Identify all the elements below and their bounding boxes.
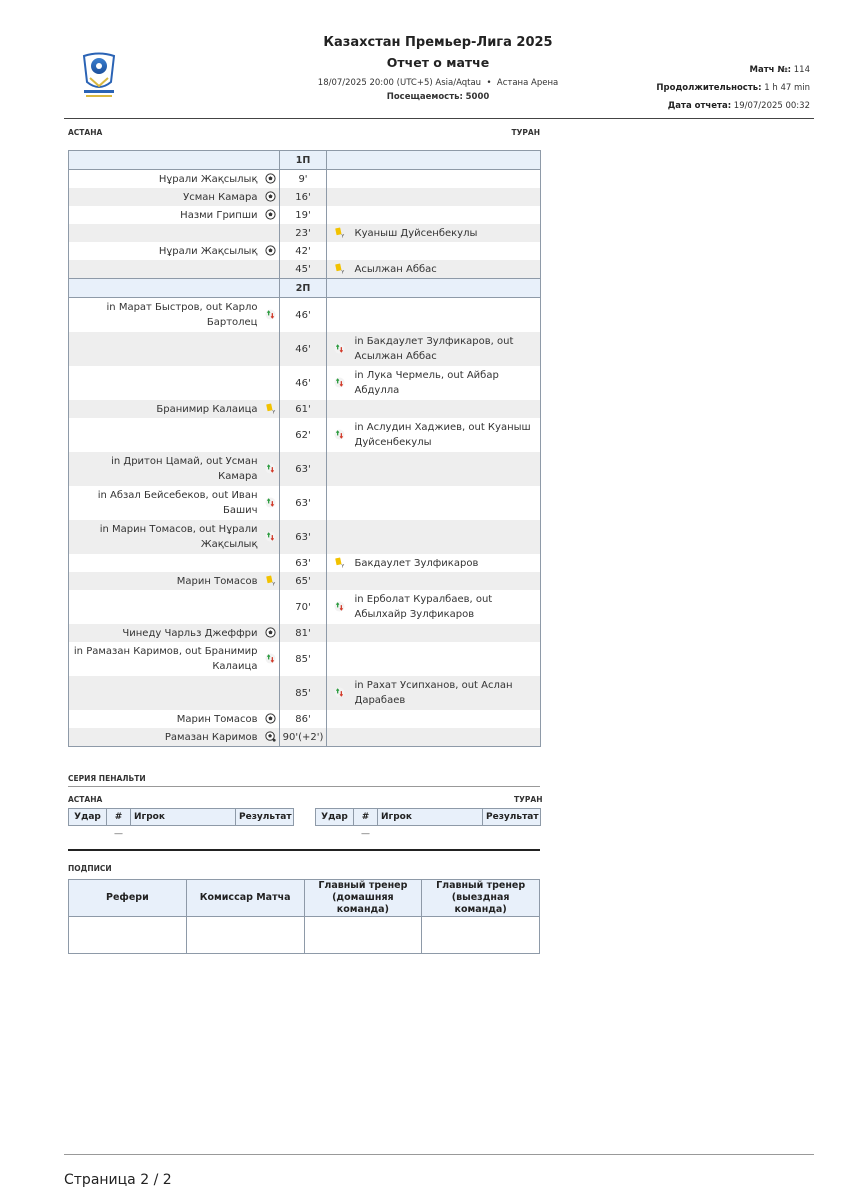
event-row — [69, 710, 541, 728]
signatures-title: ПОДПИСИ — [68, 864, 112, 873]
events-body — [69, 151, 541, 747]
event-player: Усман Камара — [183, 191, 258, 203]
duration-value: 1 h 47 min — [764, 83, 810, 93]
col-player: Игрок — [378, 809, 483, 826]
event-player: in Дритон Цамай, out Усман Камара — [111, 456, 258, 482]
event-player: Куаныш Дуйсенбекулы — [354, 227, 478, 239]
event-row — [69, 728, 541, 747]
event-row — [69, 452, 541, 486]
report-date-value: 19/07/2025 00:32 — [733, 101, 810, 111]
event-row — [69, 572, 541, 590]
event-row — [69, 418, 541, 452]
col-number: # — [354, 809, 378, 826]
match-datetime: 18/07/2025 20:00 (UTC+5) Asia/Aqtau — [317, 78, 482, 88]
match-meta — [268, 76, 608, 90]
event-player: in Лука Чермель, out Айбар Абдулла — [354, 370, 499, 396]
goal-icon — [265, 714, 276, 725]
penalties-away-team: ТУРАН — [514, 795, 543, 804]
col-result: Результат — [236, 809, 294, 826]
event-row — [69, 260, 541, 279]
col-number: # — [107, 809, 131, 826]
event-minute: 16' — [280, 188, 327, 206]
event-minute: 86' — [280, 710, 327, 728]
event-player: Рамазан Каримов — [164, 731, 258, 743]
penalties-home-team: АСТАНА — [68, 795, 103, 804]
sig-box-home-coach[interactable] — [304, 917, 422, 954]
event-player: in Бакдаулет Зулфикаров, out Асылжан Аббас — [354, 336, 514, 362]
page-number: Страница 2 / 2 — [64, 1172, 172, 1188]
duration-label: Продолжительность: — [656, 83, 762, 93]
section-divider — [68, 849, 540, 851]
event-player: Нұрали Жақсылық — [158, 173, 258, 185]
penalties-home-table — [68, 808, 294, 842]
col-result: Результат — [483, 809, 541, 826]
col-player: Игрок — [131, 809, 236, 826]
event-row — [69, 206, 541, 224]
event-minute: 42' — [280, 242, 327, 260]
event-player: in Аслудин Хаджиев, out Куаныш Дуйсенбекулы — [354, 422, 531, 448]
attendance — [268, 90, 608, 104]
event-row — [69, 366, 541, 400]
substitution-icon — [265, 310, 276, 321]
col-kick: Удар — [316, 809, 354, 826]
substitution-icon — [334, 430, 345, 441]
event-minute: 46' — [280, 298, 327, 333]
sig-box-referee[interactable] — [69, 917, 187, 954]
event-row — [69, 224, 541, 242]
sig-away-coach: Главный тренер (выездная команда) — [422, 880, 540, 917]
event-minute: 9' — [280, 170, 327, 189]
event-player: in Рамазан Каримов, out Бранимир Калаица — [73, 646, 258, 672]
sig-box-commissioner[interactable] — [186, 917, 304, 954]
match-venue: Астана Арена — [496, 78, 559, 88]
event-minute: 85' — [280, 676, 327, 710]
half-label: 1П — [280, 151, 327, 170]
event-row — [69, 590, 541, 624]
event-row — [69, 188, 541, 206]
sig-commissioner: Комиссар Матча — [186, 880, 304, 917]
event-minute: 81' — [280, 624, 327, 642]
goal-icon — [265, 628, 276, 639]
event-row — [69, 242, 541, 260]
event-minute: 90'(+2') — [280, 728, 327, 747]
yellow-card-icon — [334, 228, 345, 239]
goal-icon — [265, 192, 276, 203]
svg-text:Y: Y — [272, 410, 275, 415]
goal-icon — [265, 210, 276, 221]
event-minute: 70' — [280, 590, 327, 624]
event-player: in Абзал Бейсебеков, out Иван Башич — [97, 490, 258, 516]
match-no-value: 114 — [793, 65, 810, 75]
league-logo — [78, 52, 120, 100]
penalties-home-empty: — — [114, 829, 123, 839]
goal-icon — [265, 246, 276, 257]
home-team-name: АСТАНА — [68, 128, 103, 137]
yellow-card-icon — [265, 404, 276, 415]
event-minute: 63' — [280, 554, 327, 572]
sig-box-away-coach[interactable] — [422, 917, 540, 954]
event-row — [69, 624, 541, 642]
event-row — [69, 332, 541, 366]
event-minute: 63' — [280, 520, 327, 554]
event-row — [69, 676, 541, 710]
svg-text:Y: Y — [341, 564, 345, 569]
event-player: in Марат Быстров, out Карло Бартолец — [106, 302, 258, 328]
event-row — [69, 170, 541, 189]
match-info — [656, 61, 810, 115]
half-header — [69, 151, 541, 170]
event-minute: 62' — [280, 418, 327, 452]
substitution-icon — [334, 602, 345, 613]
sig-referee: Рефери — [69, 880, 187, 917]
event-player: Бакдаулет Зулфикаров — [354, 557, 479, 569]
report-title: Отчет о матче — [386, 55, 490, 70]
signatures-table — [68, 879, 540, 954]
event-player: Асылжан Аббас — [354, 263, 437, 275]
event-row — [69, 520, 541, 554]
event-player: Назми Грипши — [180, 209, 258, 221]
event-minute: 65' — [280, 572, 327, 590]
event-row — [69, 400, 541, 418]
substitution-icon — [334, 688, 345, 699]
substitution-icon — [265, 464, 276, 475]
events-table — [68, 150, 541, 747]
report-date-label: Дата отчета: — [667, 101, 732, 111]
penalties-title: СЕРИЯ ПЕНАЛЬТИ — [68, 774, 146, 783]
footer-divider — [64, 1154, 814, 1155]
event-player: Нұрали Жақсылық — [158, 245, 258, 257]
event-minute: 61' — [280, 400, 327, 418]
col-kick: Удар — [69, 809, 107, 826]
svg-text:Y: Y — [341, 270, 345, 275]
event-minute: 45' — [280, 260, 327, 279]
yellow-card-icon — [265, 576, 276, 587]
yellow-card-icon — [334, 264, 345, 275]
event-player: in Марин Томасов, out Нұрали Жақсылық — [99, 524, 258, 550]
svg-text:Y: Y — [341, 234, 345, 239]
substitution-icon — [265, 654, 276, 665]
event-minute: 63' — [280, 452, 327, 486]
penalties-divider — [68, 786, 540, 787]
meta-separator: • — [486, 78, 492, 88]
match-no-label: Матч №: — [749, 65, 792, 75]
event-minute: 46' — [280, 366, 327, 400]
sig-home-coach: Главный тренер (домашняя команда) — [304, 880, 422, 917]
penalties-away-empty: — — [361, 829, 370, 839]
event-player: Марин Томасов — [176, 713, 258, 725]
event-player: in Ерболат Куралбаев, out Абылхайр Зулфикаров — [354, 594, 493, 620]
event-row — [69, 554, 541, 572]
penalties-away-table — [315, 808, 541, 842]
event-minute: 85' — [280, 642, 327, 676]
attendance-value: 5000 — [465, 92, 490, 102]
half-label: 2П — [280, 279, 327, 298]
away-team-name: ТУРАН — [511, 128, 540, 137]
attendance-label: Посещаемость: — [386, 92, 463, 102]
half-header — [69, 279, 541, 298]
substitution-icon — [334, 378, 345, 389]
svg-text:Y: Y — [272, 582, 275, 587]
event-row — [69, 642, 541, 676]
substitution-icon — [265, 498, 276, 509]
event-row — [69, 486, 541, 520]
event-player: in Рахат Усипханов, out Аслан Дарабаев — [354, 680, 513, 706]
penalty-goal-icon — [265, 732, 276, 743]
goal-icon — [265, 174, 276, 185]
substitution-icon — [334, 344, 345, 355]
substitution-icon — [265, 532, 276, 543]
header-divider — [64, 118, 814, 119]
event-player: Чинеду Чарльз Джеффри — [122, 627, 258, 639]
event-row — [69, 298, 541, 333]
event-minute: 63' — [280, 486, 327, 520]
event-minute: 19' — [280, 206, 327, 224]
league-title: Казахстан Премьер-Лига 2025 — [323, 35, 553, 50]
yellow-card-icon — [334, 558, 345, 569]
event-player: Марин Томасов — [176, 575, 258, 587]
event-minute: 23' — [280, 224, 327, 242]
event-minute: 46' — [280, 332, 327, 366]
event-player: Бранимир Калаица — [156, 403, 258, 415]
